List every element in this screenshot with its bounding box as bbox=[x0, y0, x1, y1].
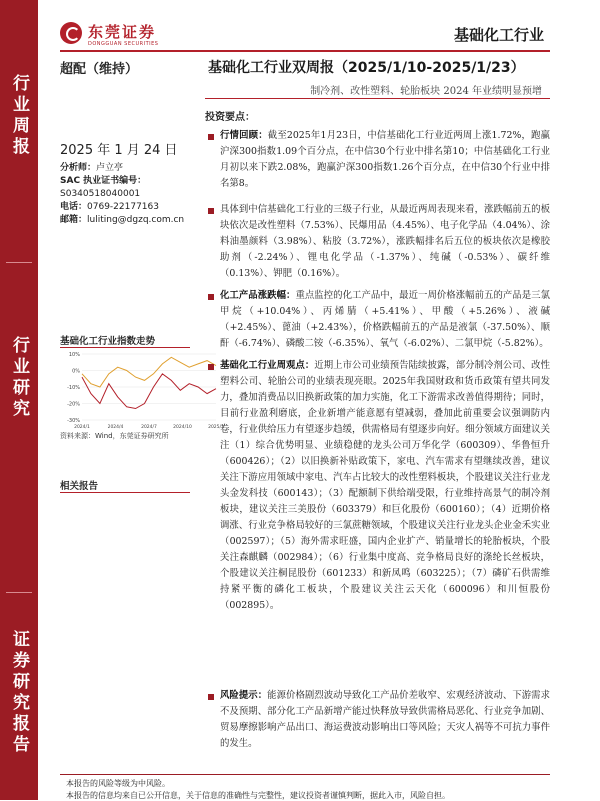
chart-y-tick-label: -30% bbox=[67, 418, 80, 424]
index-trend-chart bbox=[60, 350, 224, 430]
chart-x-tick-label: 2024/1 bbox=[74, 425, 90, 430]
para-product-price-text: 重点监控的化工产品中，最近一周价格涨幅前五的产品是三氯甲烷（+10.04%）、丙烯腈（+5.41%）、甲酸（+5.26%）、液碱（+2.45%）、蓖油（+2.43%），价格跌幅前五的产品是液氯（-37.50%）、顺酐（-6.74%）、磷酸二铵（-6.35%）、氧气（-6.02%）、二氯甲烷（-5.82%）。 bbox=[220, 290, 550, 349]
side-tab-research bbox=[0, 336, 38, 420]
email-address[interactable]: luliting@dgzq.com.cn bbox=[87, 215, 185, 225]
phone-label: 电话： bbox=[60, 202, 88, 212]
footer-disclaimer: 本报告的信息均来自已公开信息，关于信息的准确性与完整性，建议投资者谨慎判断，据此入市，风险自担。 bbox=[66, 791, 450, 800]
side-tab-weekly bbox=[0, 74, 38, 158]
para-risk-head: 风险提示： bbox=[220, 690, 268, 701]
side-tab-research-label: 行业研究 bbox=[9, 336, 29, 420]
related-reports-rule bbox=[60, 492, 190, 493]
chart-title: 基础化工行业指数走势 bbox=[60, 336, 156, 347]
brand-name: 东莞证券 bbox=[88, 23, 157, 41]
side-tab-report-label: 证券研究报告 bbox=[9, 630, 29, 756]
side-tab-report bbox=[0, 630, 38, 756]
para-market-review-text: 截至2025年1月23日，中信基础化工行业近两周上涨1.72%，跑赢沪深300指数1.09个百分点，在中信30个行业中排名第10；中信基础化工行业月初以来下跌2.08%，跑赢沪深300指数1.26个百分点，在中信30个行业中排名第8。 bbox=[220, 130, 550, 189]
investment-title: 投资要点： bbox=[205, 112, 255, 123]
brand-logo bbox=[60, 20, 210, 50]
para-product-price bbox=[220, 288, 550, 352]
chart-y-tick-label: -20% bbox=[67, 401, 80, 408]
header-category: 基础化工行业 bbox=[453, 26, 544, 44]
side-tab-weekly-label: 行业周报 bbox=[9, 74, 29, 158]
chart-source: 资料来源：Wind，东莞证券研究所 bbox=[60, 432, 169, 440]
chart-x-tick-label: 2024/4 bbox=[107, 425, 124, 430]
bullet-icon bbox=[208, 134, 214, 140]
para-product-price-head: 化工产品涨跌幅： bbox=[220, 290, 296, 301]
chart-x-ticks bbox=[74, 424, 224, 430]
para-weekly-view bbox=[220, 358, 550, 614]
chart-x-tick-label: 2024/10 bbox=[173, 425, 192, 430]
analyst-name: 卢立亭 bbox=[96, 163, 124, 173]
chart-title-rule bbox=[60, 347, 190, 348]
analyst-label: 分析师： bbox=[60, 163, 97, 173]
bullet-icon bbox=[208, 364, 214, 370]
side-divider bbox=[6, 262, 32, 263]
chart-grid bbox=[82, 354, 216, 420]
chart-x-tick-label: 2025/1 bbox=[208, 425, 224, 430]
analyst-line bbox=[60, 162, 123, 175]
phone-number: 0769-22177163 bbox=[87, 202, 159, 212]
para-market-review bbox=[220, 128, 550, 192]
side-bar bbox=[0, 0, 38, 800]
para-risk bbox=[220, 688, 550, 752]
chart-x-tick-label: 2024/7 bbox=[141, 425, 157, 430]
footer-rule bbox=[60, 774, 550, 775]
report-date: 2025 年 1 月 24 日 bbox=[60, 143, 178, 158]
chart-series-line bbox=[82, 357, 216, 387]
para-market-review-head: 行情回顾： bbox=[220, 130, 268, 141]
sac-label: SAC 执业证书编号： bbox=[60, 176, 147, 186]
email-label: 邮箱： bbox=[60, 215, 88, 225]
para-weekly-view-head: 基础化工行业周观点： bbox=[220, 360, 315, 371]
sac-line bbox=[60, 175, 146, 188]
sac-number: S0340518040001 bbox=[60, 189, 141, 199]
bullet-icon bbox=[208, 208, 214, 214]
chart-y-tick-label: -10% bbox=[67, 385, 80, 391]
bullet-icon bbox=[208, 694, 214, 700]
rating: 超配（维持） bbox=[60, 62, 139, 77]
report-title: 基础化工行业双周报（2025/1/10-2025/1/23） bbox=[208, 60, 525, 76]
email-line bbox=[60, 214, 184, 227]
para-weekly-view-text: 近期上市公司业绩预告陆续披露，部分制冷剂公司、改性塑料公司、轮胎公司的业绩表现亮眼。2025年我国财政和货币政策有望共同发力，叠加消费品以旧换新政策的加力实施，化工下游需求改善值得期待；同时，目前行业盈利磨底，企业新增产能意愿有望减弱，叠加此前重要会议强调防内卷，行业供给压力有望逐步趋缓，供需格局有望逐步向好。细分领域方面建议关注（1）综合优势明显、业绩稳健的龙头公司万华化学（600309）、华鲁恒升（600426）；（2）以旧换新补贴政策下，家电、汽车需求有望继续改善，建议关注下游应用领域中家电、汽车占比较大的改性塑料板块，个股建议关注行业龙头金发科技（600143）；（3）配额制下供给端受限，行业维持高景气的制冷剂板块，建议关注三美股份（603379）和巨化股份（600160）；（4）近期价格调涨、行业竞争格局较好的三氯蔗糖领域，个股建议关注行业龙头企业金禾实业（002597）；（5）海外需求旺盛，国内企业扩产、销量增长的轮胎板块，个股关注森麒麟（002984）；（6）行业集中度高、竞争格局良好的涤纶长丝板块，个股建议关注桐昆股份（601233）和新凤鸣（603225）；（7）磷矿石供需维持紧平衡的磷化工板块，个股建议关注云天化（600096）和川恒股份（002895）。 bbox=[220, 360, 550, 611]
header-rule bbox=[60, 50, 550, 52]
side-divider bbox=[6, 592, 32, 593]
footer-risk-level: 本报告的风险等级为中风险。 bbox=[66, 779, 170, 788]
para-sub-industry: 具体到中信基础化工行业的三级子行业，从最近两周表现来看，涨跌幅前五的板块依次是改性塑料（7.53%）、民爆用品（4.45%）、电子化学品（4.04%）、涂料油墨颜料（3.98%）、粘胶（3.72%），涨跌幅排名后五位的板块依次是橡胶助剂（-2.24%）、锂电化学品（-1.37%）、纯碱（-0.53%）、碳纤维（0.13%）、钾肥（0.16%）。 bbox=[220, 204, 550, 279]
chart-y-ticks bbox=[67, 352, 80, 424]
chart-y-tick-label: 10% bbox=[68, 352, 80, 358]
brand-logo-icon bbox=[60, 22, 82, 44]
report-subtitle: 制冷剂、改性塑料、轮胎板块 2024 年业绩明显预增 bbox=[310, 86, 542, 97]
phone-line bbox=[60, 201, 159, 214]
brand-name-en: DONGGUAN SECURITIES bbox=[88, 41, 159, 47]
chart-y-tick-label: 0% bbox=[72, 368, 80, 375]
para-risk-text: 能源价格剧烈波动导致化工产品价差收窄、宏观经济波动、下游需求不及预期、部分化工产品新增产能过快释放导致供需格局恶化、行业竞争加剧、贸易摩擦影响产品出口、海运费波动影响出口等风险；天灾人祸等不可抗力事件的发生。 bbox=[220, 690, 550, 749]
subtitle-rule bbox=[205, 98, 550, 99]
chart-series bbox=[82, 357, 216, 408]
related-reports-title: 相关报告 bbox=[60, 481, 99, 492]
bullet-icon bbox=[208, 294, 214, 300]
